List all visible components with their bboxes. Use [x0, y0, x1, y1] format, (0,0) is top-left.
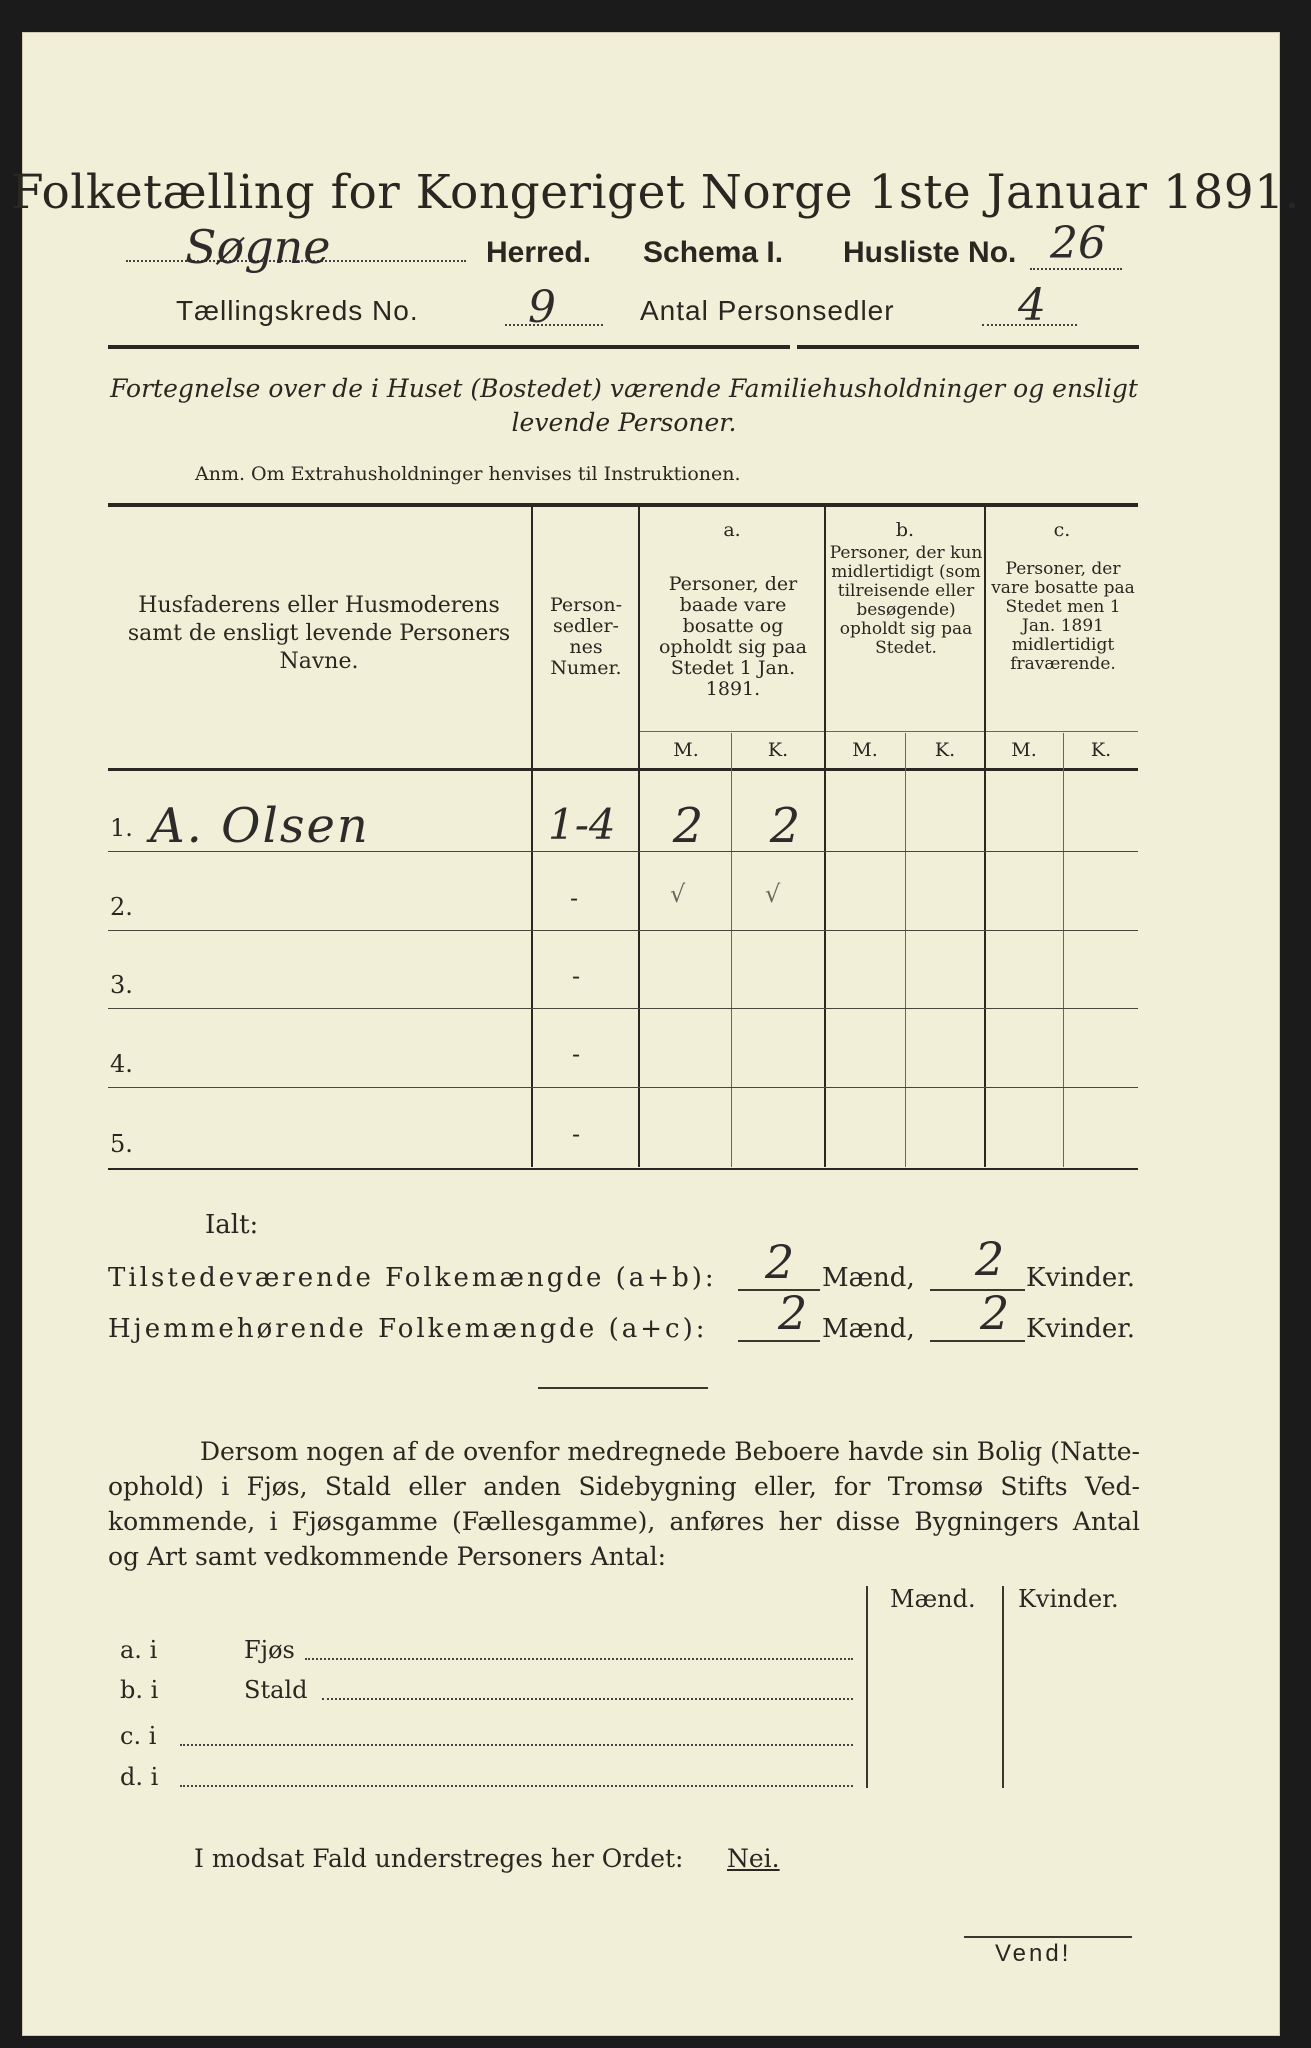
- hjemme-m-line: [738, 1340, 820, 1342]
- sidebygning-paragraph: [108, 1434, 1140, 1574]
- col-num-header: Person-sedler-nes Numer.: [549, 594, 623, 679]
- c-k-label: K.: [1090, 739, 1112, 761]
- table-bottom-rule: [108, 1168, 1138, 1170]
- tilstede-label: Tilstedeværende Folkemængde (a+b):: [108, 1263, 717, 1293]
- kreds-label: Tællingskreds No.: [176, 295, 419, 326]
- c-subheader-line: [986, 731, 1138, 732]
- row-persons-num: -: [572, 1040, 581, 1068]
- bolig-row-c-label: c. i: [120, 1722, 157, 1750]
- bolig-row-d-label: d. i: [120, 1763, 159, 1791]
- b-k-label: K.: [934, 739, 956, 761]
- bolig-row-b-text: Stald: [244, 1676, 308, 1704]
- bolig-maend-header: Mænd.: [890, 1585, 976, 1613]
- kreds-value: 9: [528, 282, 556, 333]
- row-line-4: [108, 1087, 1138, 1088]
- anm-note: Anm. Om Extrahusholdninger henvises til Instruktionen.: [195, 463, 741, 485]
- census-form-page: [22, 32, 1280, 2036]
- herred-value: Søgne: [185, 220, 331, 274]
- husliste-value: 26: [1050, 218, 1106, 269]
- paragraph-line-1: Dersom nogen af de ovenfor medregnede Beboere havde sin Bolig (Natte-: [199, 1437, 1140, 1466]
- tilstede-m-value: 2: [765, 1235, 795, 1289]
- table-divider-a: [824, 507, 826, 1167]
- bolig-kvinder-header: Kvinder.: [1018, 1585, 1119, 1613]
- row-a-k-check: √: [765, 880, 781, 908]
- paragraph-line-2: ophold) i Fjøs, Stald eller anden Sidebygning eller, for Tromsø Stifts Ved-: [108, 1472, 1140, 1501]
- paragraph-line-4: og Art samt vedkommende Personers Antal:: [108, 1542, 667, 1571]
- tilstede-k-value: 2: [975, 1232, 1005, 1286]
- table-divider-name: [531, 507, 533, 1167]
- col-name-header: Husfaderens eller Husmoderens samt de ensligt levende Personers Navne.: [127, 593, 511, 674]
- col-c-header: Personer, der vare bosatte paa Stedet men 1 Jan. 1891 midlertidigt fraværende.: [991, 559, 1135, 674]
- col-a-letter: a.: [723, 519, 741, 541]
- antal-value: 4: [1018, 280, 1046, 331]
- row-persons-num: -: [570, 884, 579, 912]
- a-subheader-line: [640, 731, 824, 732]
- tilstede-k-line: [930, 1289, 1025, 1291]
- antal-label: Antal Personsedler: [640, 295, 895, 326]
- bolig-row-a-label: a. i: [120, 1636, 158, 1664]
- header-rule-left: [108, 345, 790, 349]
- vend-rule: [964, 1936, 1132, 1938]
- row-persons-num: 1-4: [548, 800, 616, 849]
- row-number: 4.: [110, 1050, 133, 1078]
- bolig-row-a-dots: [305, 1658, 853, 1660]
- col-a-header: Personer, der baade vare bosatte og opholdt sig paa Stedet 1 Jan. 1891.: [658, 573, 808, 700]
- hjemme-kvinder-label: Kvinder.: [1026, 1314, 1136, 1344]
- a-m-label: M.: [673, 739, 699, 761]
- b-subheader-line: [826, 731, 984, 732]
- bolig-divider-left: [866, 1586, 868, 1788]
- row-number: 3.: [110, 971, 133, 999]
- nei-word: Nei.: [727, 1844, 780, 1873]
- modsat-text: I modsat Fald understreges her Ordet:: [194, 1844, 684, 1873]
- hjemme-maend-label: Mænd,: [822, 1314, 915, 1344]
- a-mk-divider: [731, 733, 732, 1167]
- vend-label: Vend!: [995, 1940, 1072, 1967]
- col-b-header: Personer, der kun midlertidigt (som tilreisende eller besøgende) opholdt sig paa Stedet.: [829, 543, 983, 658]
- row-a-m-check: √: [670, 880, 686, 908]
- table-divider-num: [638, 507, 640, 1167]
- row-line-3: [108, 1008, 1138, 1009]
- hjemme-k-value: 2: [980, 1286, 1010, 1340]
- section-separator: [538, 1387, 708, 1389]
- hjemme-label: Hjemmehørende Folkemængde (a+c):: [108, 1314, 708, 1344]
- header-rule-right: [797, 345, 1139, 349]
- a-k-label: K.: [767, 739, 789, 761]
- row-a-k: 2: [769, 798, 801, 854]
- row-name: A. Olsen: [150, 798, 370, 854]
- bolig-row-b-label: b. i: [120, 1676, 159, 1704]
- form-title: Folketælling for Kongeriget Norge 1ste Januar 1891.: [10, 165, 1301, 220]
- tilstede-maend-label: Mænd,: [822, 1263, 915, 1293]
- row-persons-num: -: [572, 1120, 581, 1148]
- bolig-row-d-dots: [180, 1785, 853, 1787]
- row-number: 1.: [110, 814, 133, 842]
- col-b-letter: b.: [895, 519, 915, 541]
- bolig-row-a-text: Fjøs: [244, 1636, 295, 1664]
- ialt-label: Ialt:: [205, 1210, 259, 1240]
- bolig-divider-right: [1002, 1586, 1004, 1788]
- husliste-label: Husliste No.: [843, 236, 1017, 269]
- b-mk-divider: [905, 733, 906, 1167]
- row-persons-num: -: [572, 962, 581, 990]
- row-number: 5.: [110, 1130, 133, 1158]
- tilstede-kvinder-label: Kvinder.: [1026, 1263, 1136, 1293]
- b-m-label: M.: [852, 739, 878, 761]
- table-divider-b: [984, 507, 986, 1167]
- c-mk-divider: [1063, 733, 1064, 1167]
- bolig-row-b-dots: [322, 1698, 853, 1700]
- row-number: 2.: [110, 893, 133, 921]
- c-m-label: M.: [1011, 739, 1037, 761]
- row-a-m: 2: [672, 798, 704, 854]
- hjemme-m-value: 2: [778, 1286, 808, 1340]
- bolig-row-c-dots: [180, 1744, 853, 1746]
- intro-text: Fortegnelse over de i Huset (Bostedet) værende Familiehusholdninger og ensligt levende Personer.: [110, 374, 1138, 437]
- hjemme-k-line: [930, 1340, 1025, 1342]
- herred-label: Herred.: [486, 236, 592, 269]
- row-line-2: [108, 930, 1138, 931]
- schema-label: Schema I.: [643, 236, 784, 269]
- col-c-letter: c.: [1053, 519, 1071, 541]
- paragraph-line-3: kommende, i Fjøsgamme (Fællesgamme), anføres her disse Bygningers Antal: [108, 1507, 1140, 1536]
